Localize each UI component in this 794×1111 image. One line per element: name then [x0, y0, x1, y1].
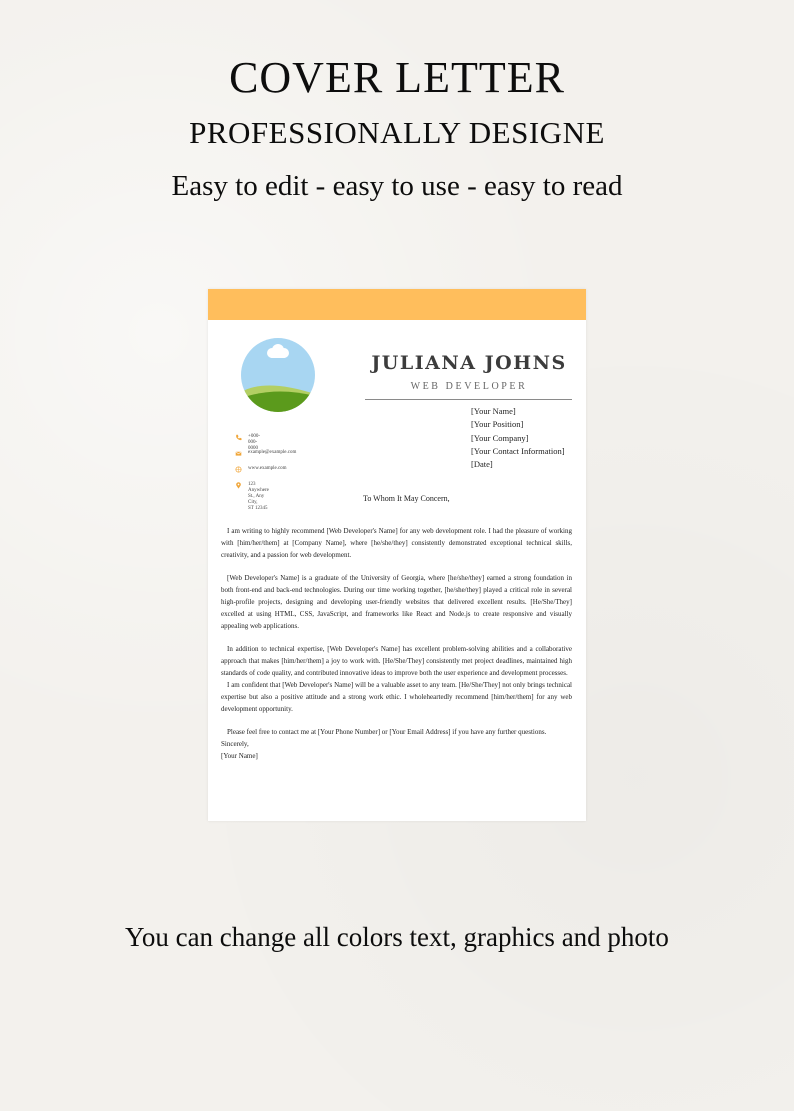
- email-icon: [235, 450, 242, 457]
- recipient-block: [471, 405, 565, 471]
- applicant-name: JULIANA JOHNS: [371, 352, 567, 374]
- contact-item-address: 123 Anywhere St., Any City, ST 12345: [235, 482, 269, 512]
- letter-paragraph: In addition to technical expertise, [Web Developer's Name] has excellent problem-solving abilities and a collaborative approach that makes [him/her/them] a joy to work with. [He/She/They] consistently met project deadlines, maintained high standards of code quality, and contributed innovative ideas to improve both the user experience and development processes.: [221, 645, 572, 677]
- accent-header-bar: [208, 289, 586, 320]
- applicant-role: WEB DEVELOPER: [410, 381, 528, 392]
- letter-signature: [Your Name]: [221, 752, 258, 760]
- recipient-line: [Your Company]: [471, 432, 529, 443]
- recipient-line: [Your Position]: [471, 419, 524, 430]
- page-tagline: Easy to edit - easy to use - easy to read: [171, 170, 623, 202]
- footer-note: You can change all colors text, graphics and photo: [125, 922, 669, 952]
- letter-greeting: To Whom It May Concern,: [363, 494, 450, 503]
- page-title: COVER LETTER: [229, 53, 565, 102]
- contact-item-phone: +000-000-0000: [235, 434, 260, 452]
- recipient-line: [Date]: [471, 459, 493, 470]
- letter-paragraph: I am confident that [Web Developer's Name] will be a valuable asset to any team. [He/She/They] not only brings technical expertise but also a positive attitude and a strong work ethic. I wholeheartedly recommend [him/her/them] for any web development opportunity.: [221, 681, 572, 713]
- globe-icon: [235, 466, 242, 473]
- location-icon: [235, 482, 242, 489]
- contact-item-email: example@example.com: [235, 450, 296, 457]
- letter-paragraph: Please feel free to contact me at [Your Phone Number] or [Your Email Address] if you have any further questions.: [227, 728, 547, 736]
- phone-icon: [235, 434, 242, 441]
- letter-paragraph: [Web Developer's Name] is a graduate of the University of Georgia, where [he/she/they] earned a strong foundation in both front-end and back-end technologies. During our time working together, [he/she/they] played a critical role in several high-profile projects, designing and developing user-friendly websites that delivered excellent results. [He/She/They] excelled at using HTML, CSS, JavaScript, and frameworks like React and Node.js to create responsive and visually appealing web applications.: [221, 574, 572, 630]
- letter-body: [221, 525, 572, 762]
- recipient-line: [Your Name]: [471, 406, 516, 416]
- contact-item-website: www.example.com: [235, 466, 287, 473]
- profile-photo: [241, 338, 315, 412]
- cover-letter-preview: [208, 289, 586, 821]
- letter-closing: Sincerely,: [221, 740, 249, 748]
- name-divider: [365, 399, 572, 400]
- page-subtitle: PROFESSIONALLY DESIGNE: [189, 115, 605, 150]
- letter-paragraph: I am writing to highly recommend [Web Developer's Name] for any web development role. I had the pleasure of working with [him/her/them] at [Company Name], where [he/she/they] consistently demonstrated exceptional technical skills, creativity, and a passion for web development.: [221, 527, 572, 559]
- recipient-line: [Your Contact Information]: [471, 445, 565, 456]
